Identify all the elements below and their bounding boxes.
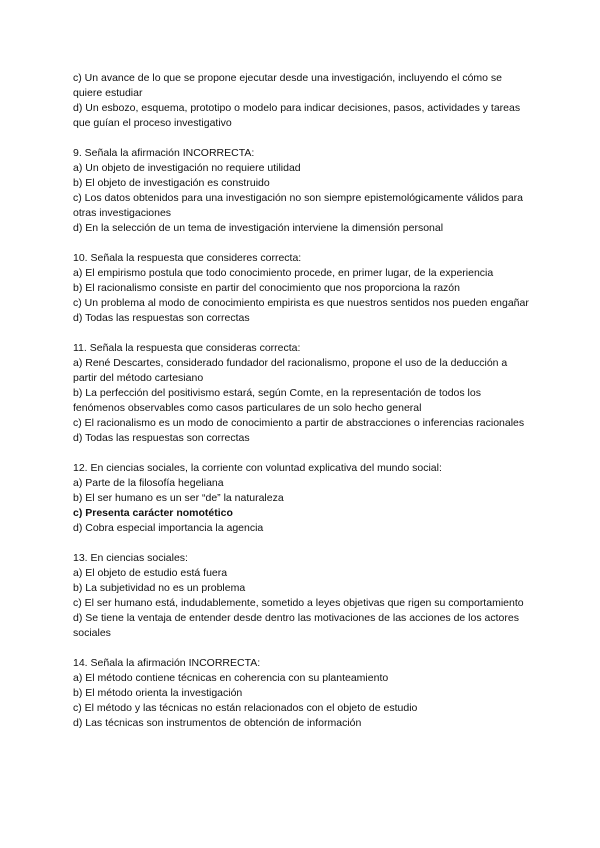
question-14: [73, 656, 533, 731]
option-b: b) El objeto de investigación es construido: [73, 177, 270, 189]
option-d: d) En la selección de un tema de investigación interviene la dimensión personal: [73, 222, 444, 234]
question-9: [73, 146, 533, 236]
option-b: b) El método orienta la investigación: [73, 687, 243, 699]
question-11: [73, 341, 533, 446]
document-body: [73, 71, 533, 746]
option-d: d) Todas las respuestas son correctas: [73, 432, 250, 444]
question-10: [73, 251, 533, 326]
option-c: c) Un problema al modo de conocimiento empirista es que nuestros sentidos nos pueden engañar: [73, 297, 529, 309]
option-d: d) Un esbozo, esquema, prototipo o modelo para indicar decisiones, pasos, actividades y tareas que guían el proceso investigativo: [73, 102, 521, 129]
option-a: a) El objeto de estudio está fuera: [73, 567, 228, 579]
option-a: a) Un objeto de investigación no requiere utilidad: [73, 162, 301, 174]
question-8-continuation: [73, 71, 533, 131]
option-d: d) Las técnicas son instrumentos de obtención de información: [73, 717, 362, 729]
option-b: b) El ser humano es un ser “de” la naturaleza: [73, 492, 284, 504]
option-c: c) El ser humano está, indudablemente, sometido a leyes objetivas que rigen su comportamiento: [73, 597, 524, 609]
question-stem: 11. Señala la respuesta que consideras correcta:: [73, 342, 301, 354]
option-c: c) Los datos obtenidos para una investigación no son siempre epistemológicamente válidos para otras investigaciones: [73, 192, 524, 219]
option-d: d) Todas las respuestas son correctas: [73, 312, 250, 324]
option-c: c) El racionalismo es un modo de conocimiento a partir de abstracciones o inferencias racionales: [73, 417, 525, 429]
question-stem: 10. Señala la respuesta que consideres correcta:: [73, 252, 302, 264]
option-b: b) El racionalismo consiste en partir del conocimiento que nos proporciona la razón: [73, 282, 460, 294]
option-d: d) Se tiene la ventaja de entender desde dentro las motivaciones de las acciones de los actores sociales: [73, 612, 519, 639]
option-d: d) Cobra especial importancia la agencia: [73, 522, 264, 534]
option-a: a) René Descartes, considerado fundador del racionalismo, propone el uso de la deducción a partir del método cartesiano: [73, 357, 508, 384]
question-12: [73, 461, 533, 536]
question-stem: 12. En ciencias sociales, la corriente con voluntad explicativa del mundo social:: [73, 462, 442, 474]
option-a: a) El empirismo postula que todo conocimiento procede, en primer lugar, de la experiencia: [73, 267, 494, 279]
option-a: a) El método contiene técnicas en coherencia con su planteamiento: [73, 672, 389, 684]
question-13: [73, 551, 533, 641]
option-a: a) Parte de la filosofía hegeliana: [73, 477, 224, 489]
option-c-highlighted: c) Presenta carácter nomotético: [73, 507, 233, 519]
question-stem: 14. Señala la afirmación INCORRECTA:: [73, 657, 261, 669]
option-b: b) La subjetividad no es un problema: [73, 582, 246, 594]
option-c: c) Un avance de lo que se propone ejecutar desde una investigación, incluyendo el cómo se quiere estudiar: [73, 72, 503, 99]
question-stem: 9. Señala la afirmación INCORRECTA:: [73, 147, 255, 159]
option-b: b) La perfección del positivismo estará, según Comte, en la representación de todos los fenómenos observables como casos particulares de un solo hecho general: [73, 387, 481, 414]
option-c: c) El método y las técnicas no están relacionados con el objeto de estudio: [73, 702, 418, 714]
question-stem: 13. En ciencias sociales:: [73, 552, 188, 564]
